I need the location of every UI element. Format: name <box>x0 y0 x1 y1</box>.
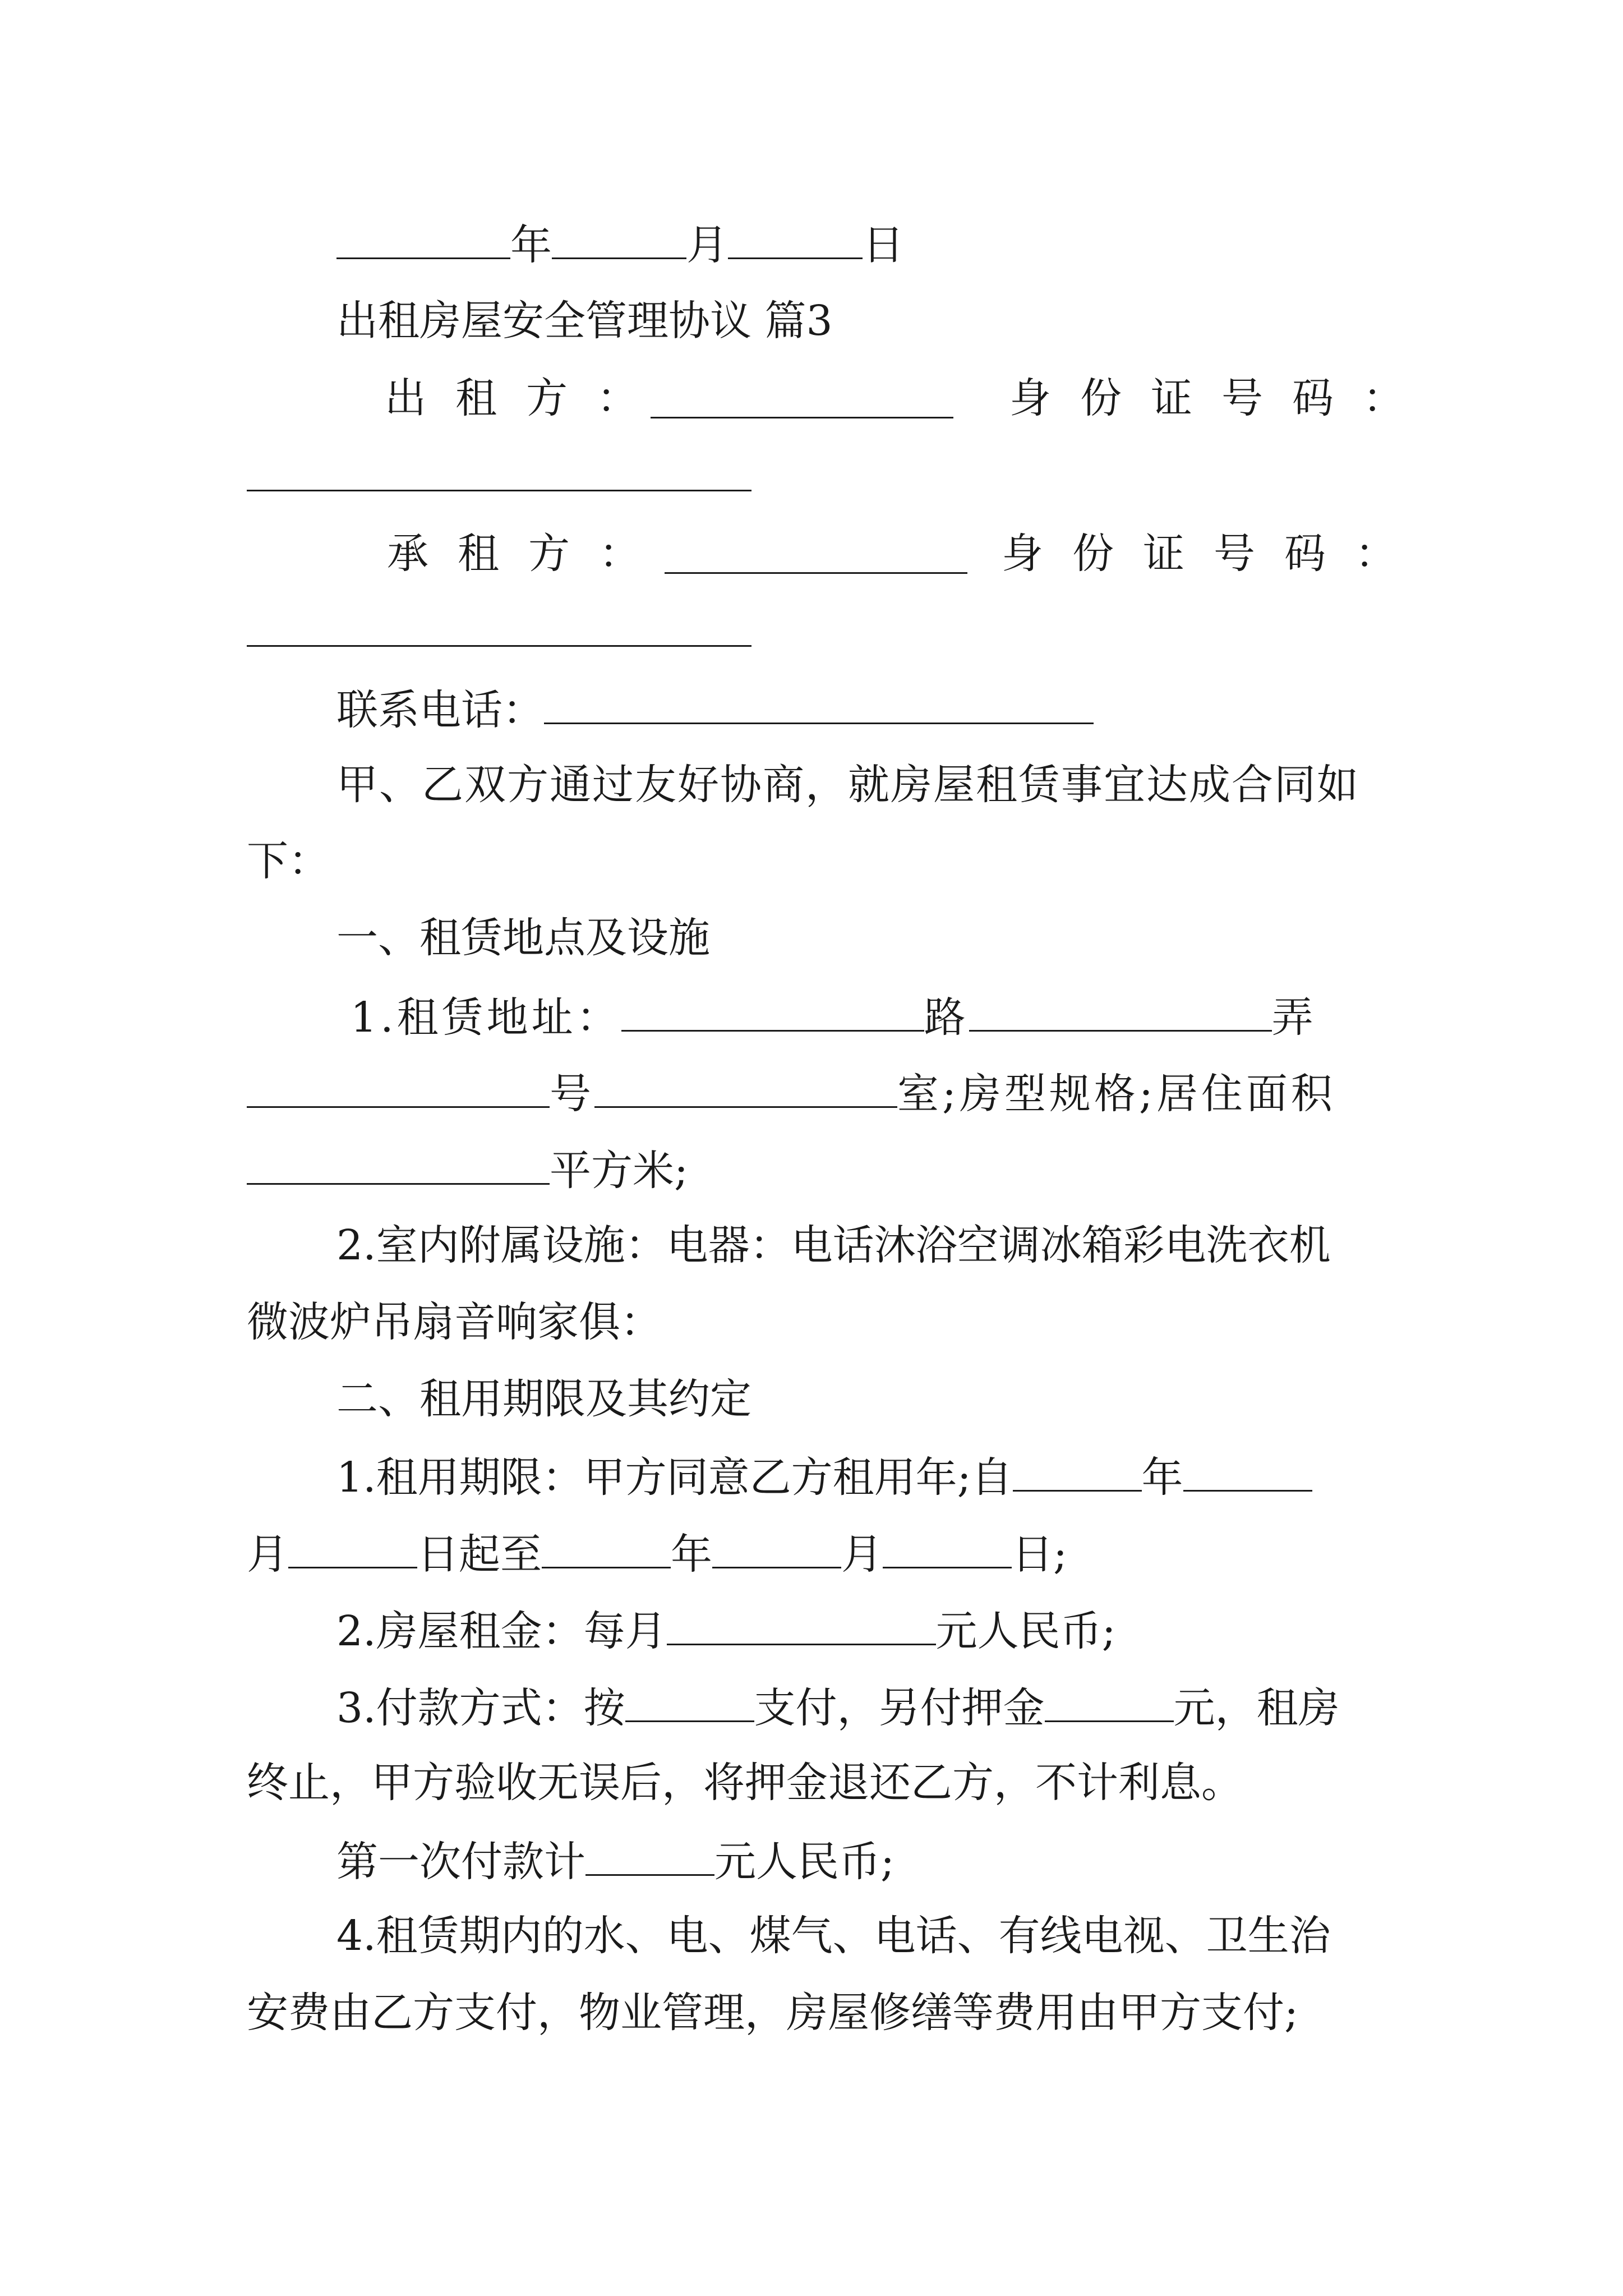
payment-method-blank[interactable] <box>625 1678 754 1722</box>
term-month-blank[interactable] <box>1183 1447 1312 1492</box>
lessor-id-label-line <box>1009 370 1433 426</box>
document-title: 出租房屋安全管理协议 篇3 <box>336 297 833 345</box>
term-line-2 <box>247 1524 1067 1582</box>
intro-line-2: 下： <box>247 837 330 885</box>
address-line <box>351 987 1317 1046</box>
blank-day[interactable] <box>728 215 863 259</box>
first-payment-tail: 元人民币; <box>714 1838 895 1886</box>
term-month-label: 月 <box>247 1530 288 1579</box>
lessee-id-blank[interactable] <box>247 645 751 647</box>
term-end-day-label: 日; <box>1012 1530 1067 1579</box>
section1-heading: 一、租赁地点及设施 <box>336 914 710 962</box>
first-payment-line <box>336 1832 895 1890</box>
number-label: 号 <box>550 1070 594 1118</box>
phone-line <box>336 680 1094 738</box>
area-line <box>247 1140 688 1199</box>
deposit-blank[interactable] <box>1045 1678 1174 1722</box>
first-payment-blank[interactable] <box>585 1832 714 1876</box>
date-line <box>336 215 904 273</box>
road-blank[interactable] <box>621 987 924 1032</box>
term-end-year-label: 年 <box>671 1530 712 1579</box>
term-end-month-label: 月 <box>841 1530 883 1579</box>
term-end-year-blank[interactable] <box>542 1524 671 1568</box>
payment-mid: 支付，另付押金 <box>754 1684 1045 1732</box>
rent-tail: 元人民币; <box>935 1607 1116 1655</box>
lane-blank[interactable] <box>969 987 1272 1032</box>
term-line-1 <box>336 1447 1312 1506</box>
lessee-id-label: 身份证号码： <box>1002 530 1426 578</box>
lessor-line <box>385 370 667 426</box>
payment-line-1 <box>336 1678 1340 1736</box>
lessee-line <box>387 526 670 582</box>
blank-month[interactable] <box>552 215 686 259</box>
day-label: 日 <box>863 221 904 269</box>
blank-year[interactable] <box>336 215 510 259</box>
rent-label: 2.房屋租金：每月 <box>336 1607 667 1655</box>
room-blank[interactable] <box>594 1064 897 1108</box>
facilities-line-2: 微波炉吊扇音响家俱： <box>247 1298 662 1346</box>
lessor-name-blank[interactable] <box>651 417 953 418</box>
lessor-id-blank[interactable] <box>247 490 751 491</box>
payment-line-2: 终止，甲方验收无误后，将押金退还乙方，不计利息。 <box>247 1759 1243 1807</box>
term-end-month-blank[interactable] <box>712 1524 841 1568</box>
payment-label: 3.付款方式：按 <box>336 1684 625 1732</box>
year-label: 年 <box>510 221 552 269</box>
room-line <box>247 1064 1336 1122</box>
utilities-line-2: 安费由乙方支付，物业管理，房屋修缮等费用由甲方支付; <box>247 1989 1298 2037</box>
lessor-id-label: 身份证号码： <box>1009 374 1433 422</box>
road-label: 路 <box>924 993 969 1042</box>
lessee-label: 承租方： <box>387 530 670 578</box>
term-end-day-blank[interactable] <box>883 1524 1012 1568</box>
term-day-blank[interactable] <box>288 1524 417 1568</box>
lessee-name-blank[interactable] <box>665 572 967 574</box>
rent-line <box>336 1601 1116 1659</box>
term-text: 1.租用期限：甲方同意乙方租用年;自 <box>336 1453 1013 1502</box>
intro-line-1: 甲、乙双方通过友好协商，就房屋租赁事宜达成合同如 <box>336 761 1359 809</box>
room-tail: 室;房型规格;居住面积 <box>897 1070 1336 1118</box>
term-year-label: 年 <box>1141 1453 1183 1502</box>
facilities-line-1: 2.室内附属设施：电器：电话沐浴空调冰箱彩电洗衣机 <box>336 1221 1331 1269</box>
area-blank[interactable] <box>247 1140 550 1185</box>
area-tail: 平方米; <box>550 1147 688 1195</box>
lane-label: 弄 <box>1271 993 1317 1042</box>
term-year-blank[interactable] <box>1013 1447 1142 1492</box>
utilities-line-1: 4.租赁期内的水、电、煤气、电话、有线电视、卫生治 <box>336 1912 1331 1960</box>
term-from-label: 日起至 <box>417 1530 542 1579</box>
section2-heading: 二、租用期限及其约定 <box>336 1375 751 1423</box>
first-payment-label: 第一次付款计 <box>336 1838 585 1886</box>
month-label: 月 <box>686 221 728 269</box>
payment-tail: 元，租房 <box>1173 1684 1340 1732</box>
phone-label: 联系电话： <box>336 686 544 734</box>
rent-blank[interactable] <box>667 1601 936 1645</box>
phone-blank[interactable] <box>544 680 1094 724</box>
lessor-label: 出租方： <box>385 374 667 422</box>
address-label: 1.租赁地址： <box>351 993 621 1042</box>
lessee-id-label-line <box>1002 526 1426 582</box>
number-blank[interactable] <box>247 1064 550 1108</box>
